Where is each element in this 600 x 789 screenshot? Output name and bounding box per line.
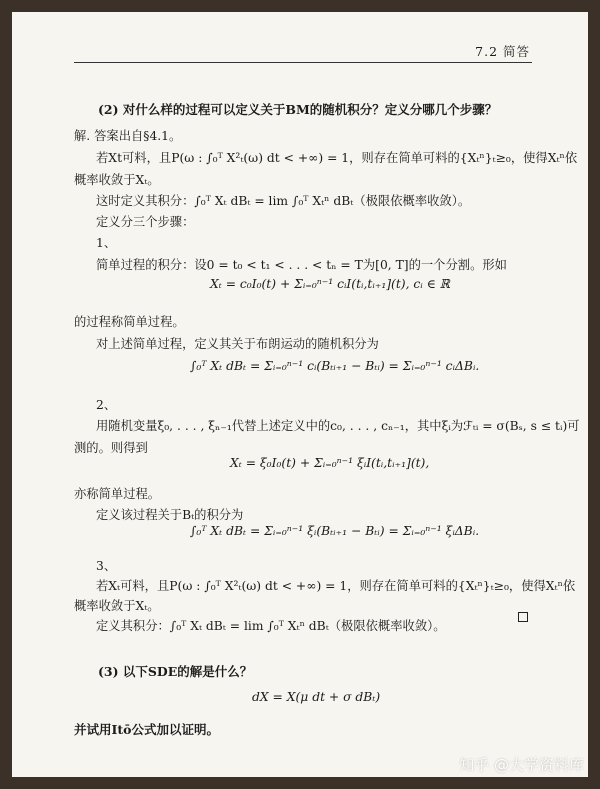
qed-square-icon (518, 612, 528, 622)
answer-intro: 解. 答案出自§4.1。 (74, 129, 182, 143)
line-also-simple: 亦称简单过程。 (74, 487, 161, 501)
question-3-title: (3) 以下SDE的解是什么？ (98, 664, 253, 679)
line-convergence: 概率收敛于Xₜ。 (74, 173, 160, 187)
line-bm-integral: 对上述简单过程，定义其关于布朗运动的随机积分为 (96, 337, 379, 351)
line-random-variables: 用随机变量ξ₀, . . . , ξₙ₋₁代替上述定义中的c₀, . . . , cₙ₋₁，其中ξᵢ为ℱₜᵢ = σ(Bₛ, s ≤ tᵢ)可 (96, 419, 580, 433)
equation-random-simple: Xₜ = ξ₀I₀(t) + Σᵢ₌₀ⁿ⁻¹ ξᵢI(tᵢ,tᵢ₊₁](t), (230, 456, 430, 470)
header-rule (74, 62, 532, 63)
line-measurable: 测的。则得到 (74, 441, 148, 455)
equation-random-integral: ∫₀ᵀ Xₜ dBₜ = Σᵢ₌₀ⁿ⁻¹ ξᵢ(Bₜᵢ₊₁ − Bₜᵢ) = Σᵢ₌₀ⁿ⁻¹ ξᵢΔBᵢ. (190, 524, 480, 538)
step-2-label: 2、 (96, 398, 117, 412)
line-condition-a: 若X (96, 151, 118, 165)
line-condition (96, 148, 577, 166)
question-3-tail: 并试用Itō公式加以证明。 (74, 722, 219, 737)
line-called-simple: 的过程称简单过程。 (74, 315, 185, 329)
line-integral-def: 这时定义其积分：∫₀ᵀ Xₜ dBₜ = lim ∫₀ᵀ Xₜⁿ dBₜ（极限依概率收敛）。 (96, 194, 471, 208)
line-three-steps: 定义分三个步骤： (96, 215, 195, 229)
question-2-title: (2) 对什么样的过程可以定义关于BM的随机积分？定义分哪几个步骤？ (98, 102, 498, 117)
equation-simple-integral: ∫₀ᵀ Xₜ dBₜ = Σᵢ₌₀ⁿ⁻¹ cᵢ(Bₜᵢ₊₁ − Bₜᵢ) = Σᵢ₌₀ⁿ⁻¹ cᵢΔBᵢ. (190, 359, 480, 373)
line-condition-b: t可料，且P(ω : ∫₀ᵀ X²ₜ(ω) dt < +∞) = 1，则存在简单可料的{Xₜⁿ}ₜ≥₀，使得Xₜⁿ依 (117, 151, 578, 165)
step-3-label: 3、 (96, 559, 117, 573)
line-simple-process: 简单过程的积分：设0 = t₀ < t₁ < . . . < tₙ = T为[0, T]的一个分割。形如 (96, 258, 507, 272)
line-define-integral: 定义该过程关于Bₜ的积分为 (96, 508, 244, 522)
line-integral-def-2: 定义其积分：∫₀ᵀ Xₜ dBₜ = lim ∫₀ᵀ Xₜⁿ dBₜ（极限依概率收敛）。 (96, 619, 446, 633)
watermark: 知乎 @大学资料库 (459, 756, 584, 774)
line-condition-2: 若Xₜ可料，且P(ω : ∫₀ᵀ X²ₜ(ω) dt < +∞) = 1，则存在简单可料的{Xₜⁿ}ₜ≥₀，使得Xₜⁿ依 (96, 579, 576, 593)
document-page (12, 12, 588, 777)
sde-equation: dX = X(μ dt + σ dBₜ) (252, 690, 381, 704)
equation-simple-process: Xₜ = c₀I₀(t) + Σᵢ₌₀ⁿ⁻¹ cᵢI(tᵢ,tᵢ₊₁](t), cᵢ ∈ ℝ (210, 277, 450, 291)
line-convergence-2: 概率收敛于Xₜ。 (74, 599, 160, 613)
step-1-label: 1、 (96, 236, 117, 250)
running-header: 7.2 简答 (475, 44, 530, 59)
